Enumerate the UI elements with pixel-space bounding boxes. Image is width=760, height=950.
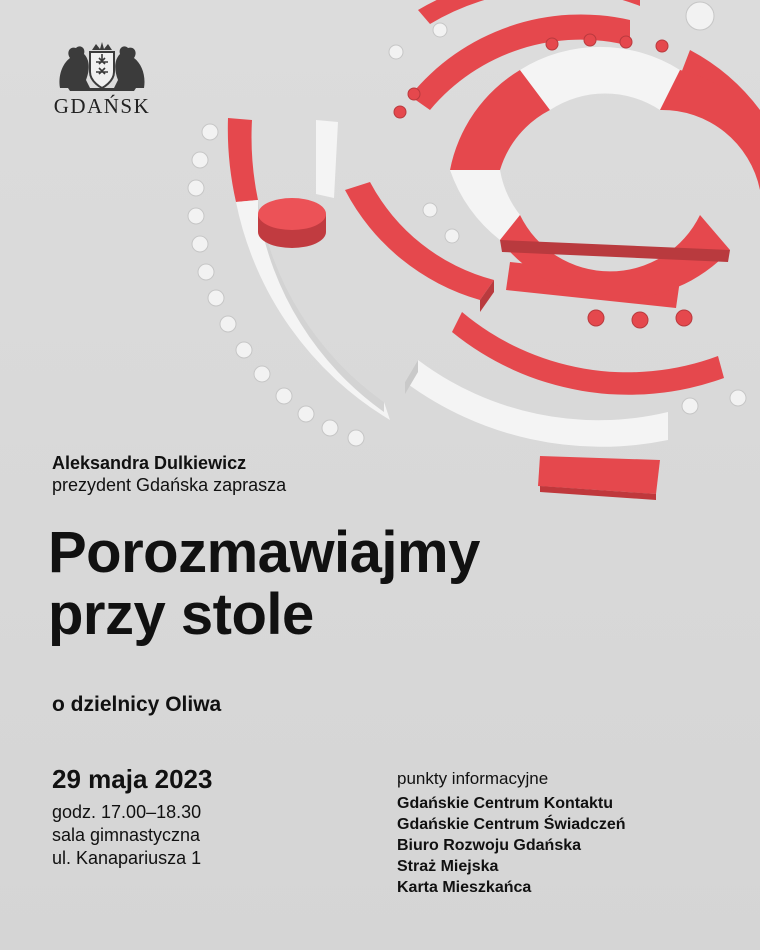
host-block <box>52 452 286 496</box>
info-point-item: Straż Miejska <box>397 858 499 875</box>
host-name: Aleksandra Dulkiewicz <box>52 453 247 473</box>
event-address: ul. Kanapariusza 1 <box>52 848 202 868</box>
info-point-item: Gdańskie Centrum Świadczeń <box>397 816 626 833</box>
gdansk-coat-of-arms-icon <box>50 40 154 92</box>
title-line-1: Porozmawiajmy <box>48 520 480 585</box>
title-line-2: przy stole <box>48 582 314 647</box>
subtitle: o dzielnicy Oliwa <box>52 693 222 716</box>
page-title <box>48 522 480 646</box>
event-venue: sala gimnastyczna <box>52 825 201 845</box>
info-points <box>397 768 626 898</box>
event-time: godz. 17.00–18.30 <box>52 802 202 822</box>
info-point-item: Karta Mieszkańca <box>397 879 532 896</box>
event-details <box>52 764 212 870</box>
info-point-item: Gdańskie Centrum Kontaktu <box>397 795 614 812</box>
event-date: 29 maja 2023 <box>52 764 213 794</box>
info-point-item: Biuro Rozwoju Gdańska <box>397 837 582 854</box>
info-points-title: punkty informacyjne <box>397 769 549 788</box>
host-role: prezydent Gdańska zaprasza <box>52 475 287 495</box>
logo-text: GDAŃSK <box>53 94 151 118</box>
gdansk-logo <box>46 40 158 119</box>
